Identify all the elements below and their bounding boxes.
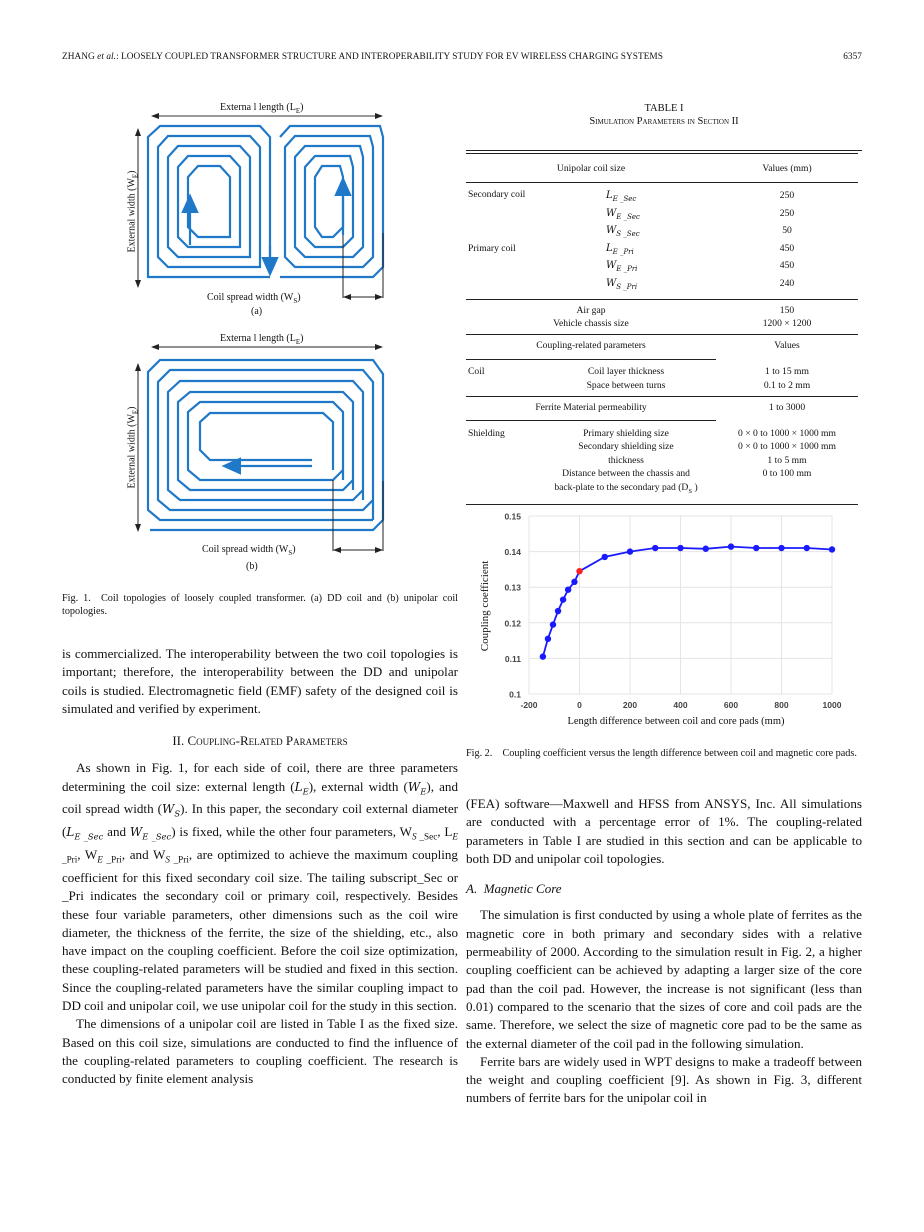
y-tick-label: 0.13 [504,582,521,593]
figure-2-chart [470,500,862,740]
running-head-authors: ZHANG [62,52,95,62]
y-tick-label: 0.1 [509,689,521,700]
y-tick-label: 0.15 [504,511,521,522]
data-point [555,608,561,614]
external-length-label: Externa l length $(L_E)$ [220,102,304,115]
data-point [540,653,546,659]
data-point [560,596,566,602]
table-header-row: Unipolar coil size Values (mm) [556,163,812,174]
table-row: $W_{S \_Pri}$ 240 [606,277,795,291]
paragraph-dimensions: The dimensions of a unipolar coil are listed in Table I as the fixed size. Based on this coil size, simulations are conducted to find the influence of the coupling-related parameters to coupling coefficient. The research is conducted by finite element analysis [62,1016,458,1087]
data-point [804,545,810,551]
panel-label-b: (b) [246,561,258,572]
table-header-row: Coupling-related parameters Values [536,340,800,351]
spread-width-label: Coil spread width $(W_S)$ [207,292,301,305]
table-row: $W_{E \_Pri}$ 450 [606,260,795,273]
table-row: thickness 1 to 5 mm [608,454,807,466]
y-axis-label: Coupling coefficient [479,560,491,652]
table-row: Ferrite Material permeability 1 to 3000 [535,401,806,413]
external-width-label: External width $(W_E)$ [126,170,140,253]
data-point [677,545,683,551]
page-number: 6357 [843,52,862,62]
external-width-label: External width $(W_E)$ [126,406,140,489]
paragraph-magnetic-core: The simulation is first conducted by using a whole plate of ferrites as the magnetic core in both primary and secondary sides with a relative permeability of 2000. According to the simulation result in Fig. 2, a higher coupling coefficient can be achieved by adapting a larger size of the core pad than the coil pad. However, the increase is not significant (less than 0.01) compared to the scenario that the sizes of core and coil pads are the same. Therefore, we select the size of magnetic core pad to be the same as the external diameter of the coil pad in the following simulation. [466,907,862,1051]
running-head [62,52,862,62]
y-tick-label: 0.12 [504,618,521,629]
x-tick-label: 0 [577,700,582,710]
highlight-point [576,568,582,574]
section-heading: II. Coupling-Related Parameters [172,733,348,749]
data-point [753,545,759,551]
data-point [571,579,577,585]
table-row: Secondary shielding size 0 × 0 to 1000 × 1000 mm [578,441,836,452]
simulation-parameters-table [466,153,858,505]
data-point [565,586,571,592]
x-tick-label: 800 [774,700,789,710]
data-point [550,621,556,627]
x-tick-label: -200 [520,700,538,710]
panel-label-a: (a) [251,306,263,317]
table-row: back-plate to the secondary pad ($D_S$ ) [554,481,698,495]
table-title: Simulation Parameters in Section II [589,116,739,127]
y-tick-label: 0.14 [504,547,521,558]
left-column [62,645,458,1089]
running-head-etal: et al. [97,52,117,62]
x-tick-label: 400 [673,700,688,710]
table-number: TABLE I [644,103,684,114]
table-row: Coil Coil layer thickness 1 to 15 mm [468,366,809,377]
table-row: Vehicle chassis size 1200 × 1200 [553,318,812,329]
x-axis-label: Length difference between coil and core pads (mm) [567,716,785,727]
coupling-coefficient-line-chart [470,500,862,740]
table-row: Distance between the chassis and 0 to 100 mm [562,468,812,479]
data-point [545,636,551,642]
y-tick-label: 0.11 [504,653,521,664]
table-row: Primary coil $L_{E \_Pri}$ 450 [468,242,795,256]
table-row: $W_{E \_Sec}$ 250 [606,207,795,221]
running-head-title: : LOOSELY COUPLED TRANSFORMER STRUCTURE AND INTEROPERABILITY STUDY FOR EV WIRELESS CHARGING SYSTEMS [116,52,663,62]
spread-width-label: Coil spread width $(W_S)$ [202,544,296,557]
figure-1a [60,95,460,325]
x-tick-label: 1000 [822,700,842,710]
subsection-heading: A. Magnetic Core [466,881,562,897]
data-point [703,546,709,552]
external-length-label: Externa l length $(L_E)$ [220,333,304,346]
data-point [728,543,734,549]
table-row: Air gap 150 [576,304,795,316]
table-row: $W_{S \_Sec}$ 50 [606,225,792,238]
paragraph-continued: (FEA) software—Maxwell and HFSS from ANSYS, Inc. All simulations are conducted with a percentage error of 1%. The coupling-related parameters in Table I are studied in this section and can be applicable to both DD and unipolar coil topologies. [466,796,862,866]
data-point [778,545,784,551]
paragraph-coil-size: As shown in Fig. 1, for each side of coil, there are three parameters determining the coil size: external length $(L_E)$, external width $(W_E)$, and coil spread width $(W_S)$. In this paper, the secondary coil external diameter ($L_{E \_Sec}$ and $W_{E \_Sec}$) is fixed, while the other four parameters, $W_{S \_Sec}$, $L_{E \_Pri}$, $W_{E \_Pri}$, and $W_{S \_Pri}$, are optimized to achieve the maximum coupling coefficient for this fixed secondary coil size. The tailing subscript_Sec or _Pri indicates the secondary coil or primary coil, respectively. Besides these four variable parameters, other dimensions such as the coil wire diameter, the thickness of the ferrite, the size of the shielding, etc., also have impact on the coupling coefficient. Before the coil size optimization, these coupling-related parameters will be studied and fixed in this section. Since the coupling-related parameters have the similar coupling impact to DD coil and unipolar coil, we use unipolar coil for the study in this section. [62,760,458,1014]
table-row: Secondary coil $L_{E \_Sec}$ 250 [468,189,795,203]
figure-1b [60,326,460,586]
figure-1-caption: Fig. 1. Coil topologies of loosely coupled transformer. (a) DD coil and (b) unipolar coil topologies. [62,593,458,617]
data-line [543,547,832,657]
figure-2-caption: Fig. 2. Coupling coefficient versus the length difference between coil and magnetic core pads. [466,748,857,759]
right-column [466,795,862,1108]
data-point [829,546,835,552]
x-tick-label: 200 [622,700,638,710]
data-point [652,545,658,551]
dd-coil-diagram [60,95,460,325]
data-point [602,554,608,560]
x-tick-label: 600 [723,700,739,710]
table-1 [466,102,862,505]
paragraph-continued: is commercialized. The interoperability between the two coil topologies is important; therefore, the interoperability between the DD and unipolar coils is studied. Electromagnetic field (EMF) safety of the designed coil is simulated and verified by experiment. [62,646,458,716]
table-row: Space between turns 0.1 to 2 mm [586,379,811,391]
paragraph-ferrite-bars: Ferrite bars are widely used in WPT designs to make a tradeoff between the weight and coupling coefficient [9]. As shown in Fig. 3, different numbers of ferrite bars for the unipolar coil in [466,1053,862,1106]
table-row: Shielding Primary shielding size 0 × 0 to 1000 × 1000 mm [468,427,836,439]
data-point [627,548,633,554]
